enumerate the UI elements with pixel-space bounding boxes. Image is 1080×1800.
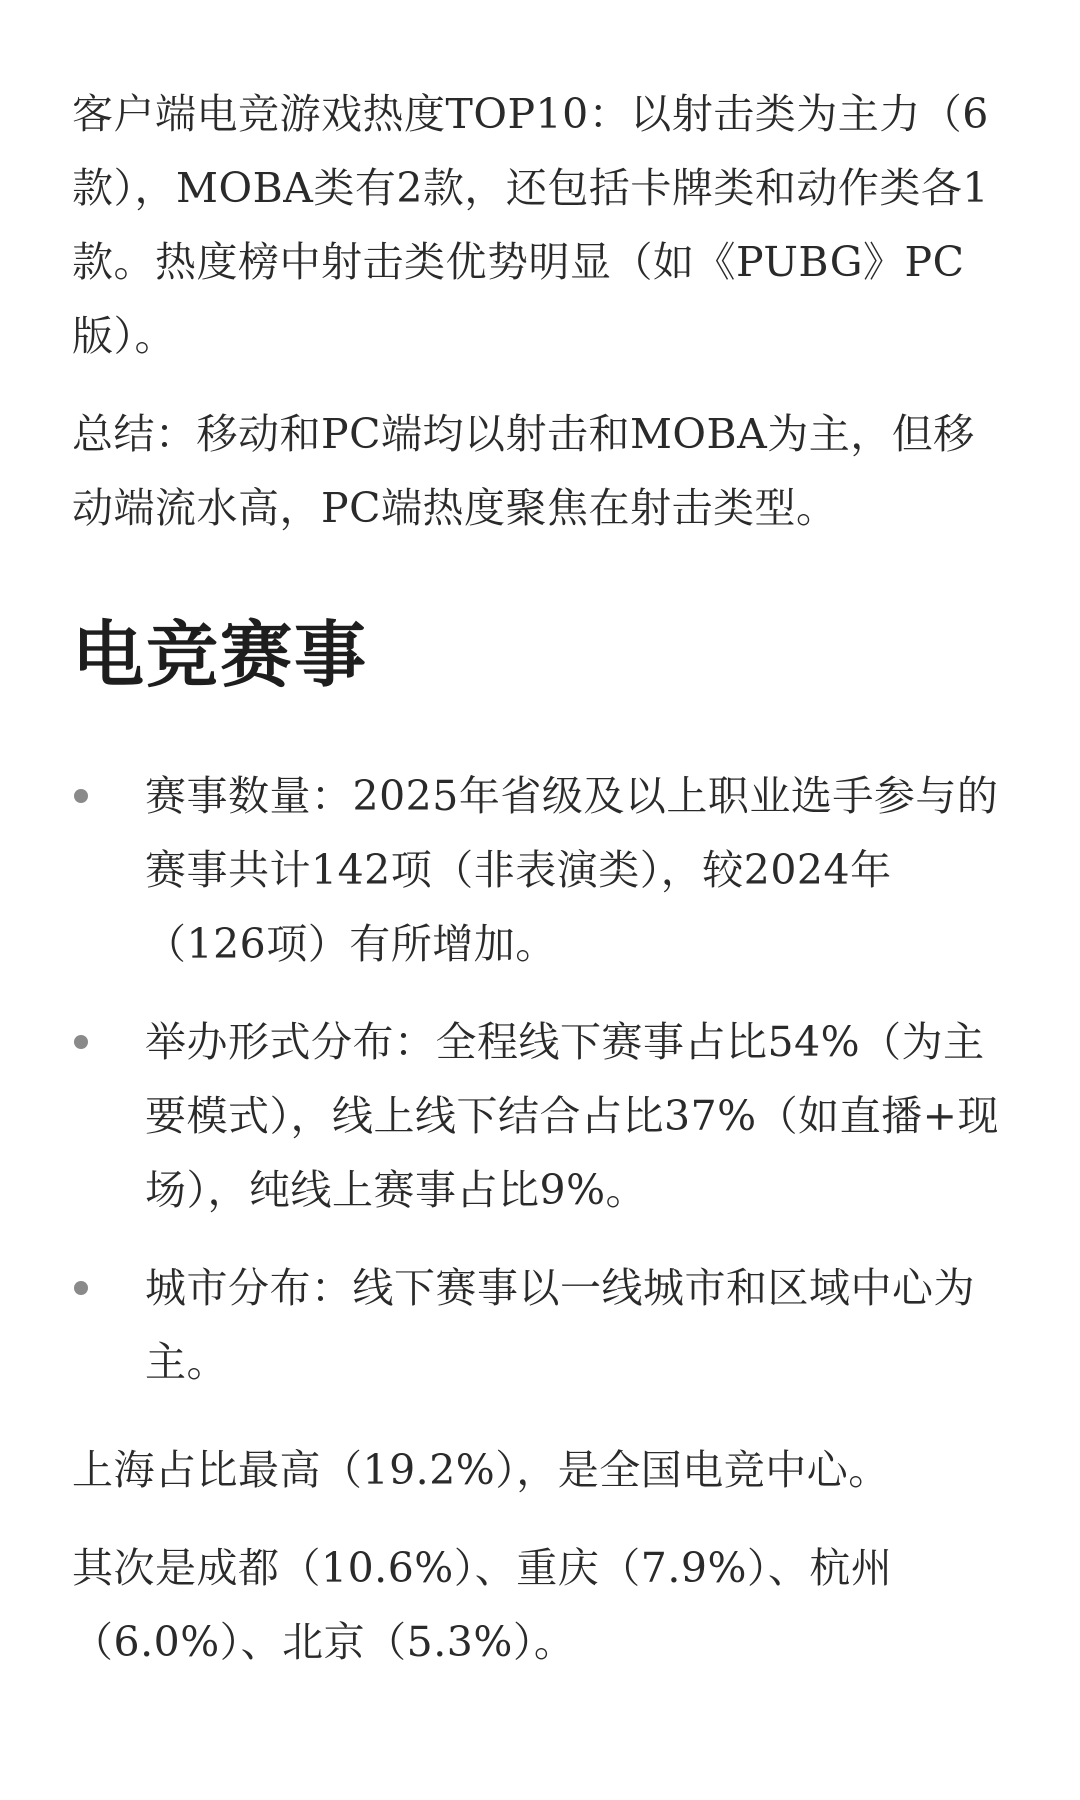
other-cities-paragraph: 其次是成都（10.6%）、重庆（7.9%）、杭州（6.0%）、北京（5.3%）。 [72, 1544, 893, 1666]
bullet-text: 城市分布：线下赛事以一线城市和区域中心为主。 [145, 1264, 975, 1386]
bullet-text: 赛事数量：2025年省级及以上职业选手参与的赛事共计142项（非表演类），较2024年（126项）有所增加。 [145, 772, 999, 968]
bullet-item-format-distribution [72, 1005, 1008, 1227]
summary-paragraph: 总结：移动和PC端均以射击和MOBA为主，但移动端流水高，PC端热度聚焦在射击类型。 [72, 410, 975, 532]
bullet-list [72, 759, 1008, 1399]
shanghai-share-paragraph: 上海占比最高（19.2%），是全国电竞中心。 [72, 1446, 890, 1494]
section-heading: 电竞赛事 [72, 612, 369, 697]
bullet-dot-icon [74, 789, 88, 803]
bullet-dot-icon [74, 1281, 88, 1295]
intro-paragraph: 客户端电竞游戏热度TOP10：以射击类为主力（6款），MOBA类有2款，还包括卡牌类和动作类各1款。热度榜中射击类优势明显（如《PUBG》PC版）。 [72, 90, 990, 360]
bullet-item-event-count [72, 759, 1008, 981]
bullet-dot-icon [74, 1035, 88, 1049]
bullet-item-city-distribution [72, 1251, 1008, 1399]
bullet-text: 举办形式分布：全程线下赛事占比54%（为主要模式），线上线下结合占比37%（如直播+现场），纯线上赛事占比9%。 [145, 1018, 999, 1214]
